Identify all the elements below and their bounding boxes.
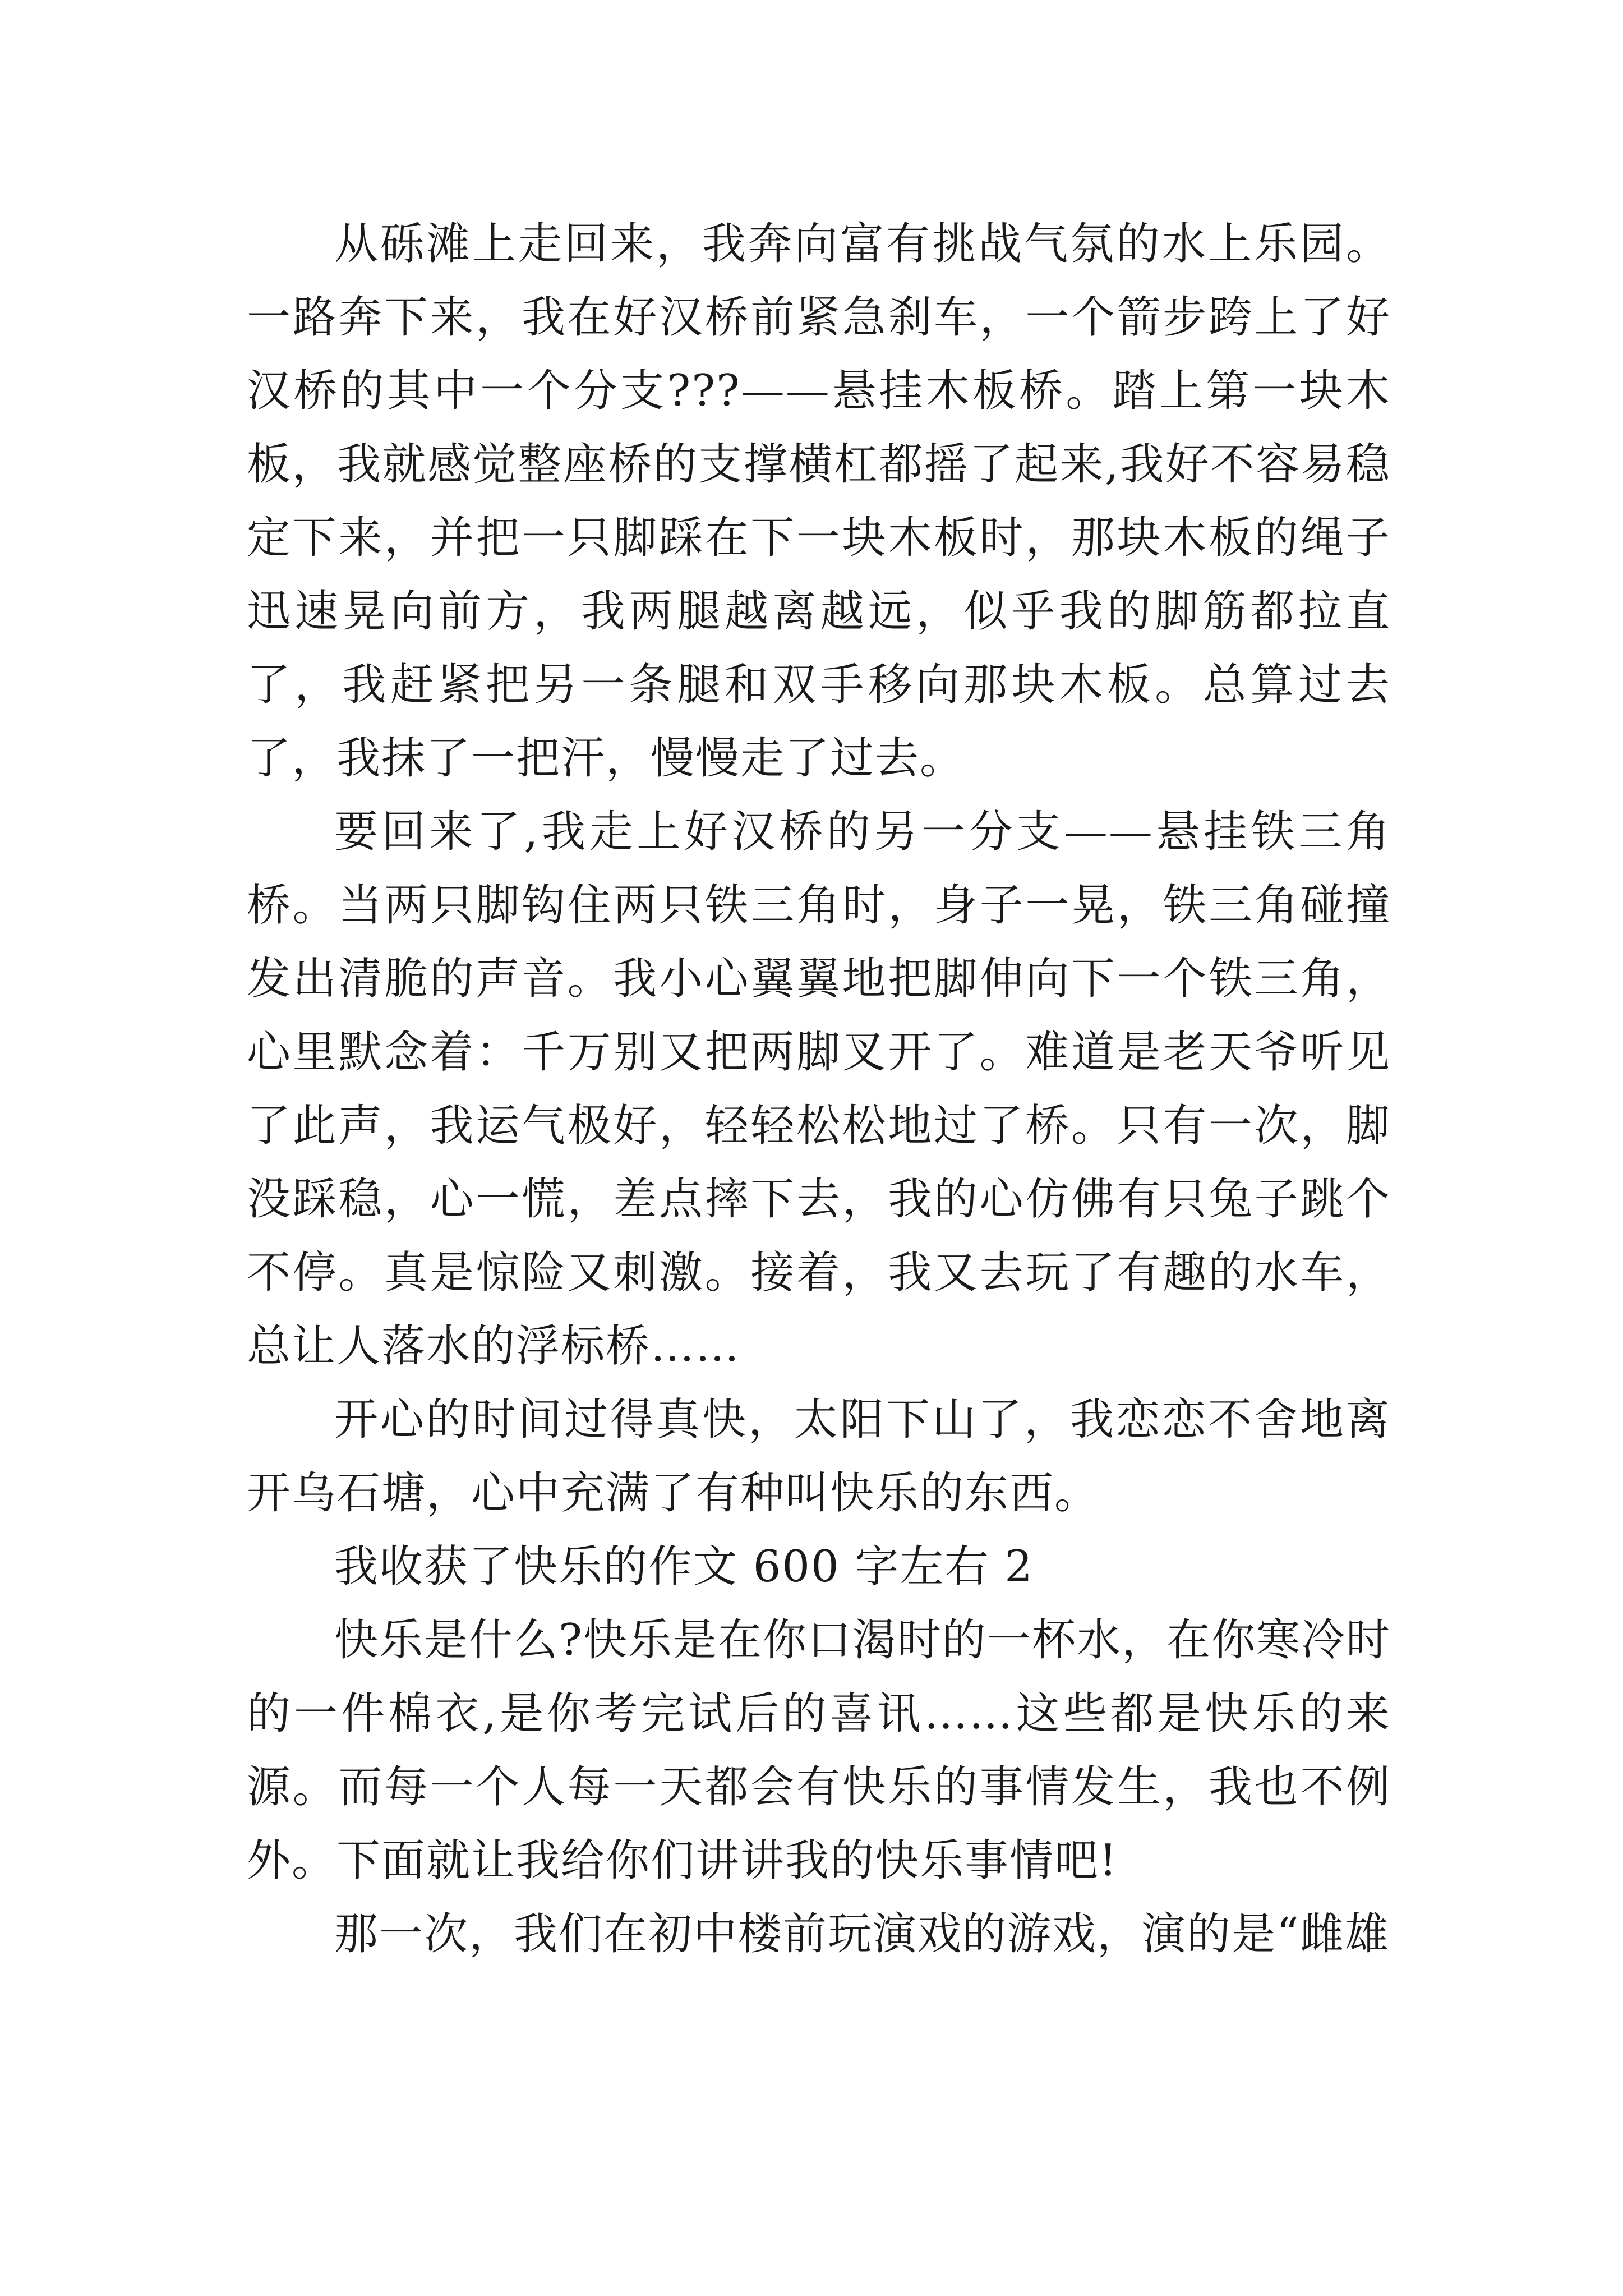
paragraph: 那一次，我们在初中楼前玩演戏的游戏，演的是“雌雄 [334, 1909, 1390, 1959]
paragraph: 快乐是什么?快乐是在你口渴时的一杯水，在你寒冷时的一件棉衣,是你考完试后的喜讯……这些都是快乐的来源。而每一个人每一天都会有快乐的事情发生，我也不例外。下面就让我给你们讲讲我的快乐事情吧! [247, 1615, 1391, 1886]
paragraph: 开心的时间过得真快，太阳下山了，我恋恋不舍地离开乌石塘，心中充满了有种叫快乐的东西。 [247, 1395, 1391, 1519]
paragraph: 从砾滩上走回来，我奔向富有挑战气氛的水上乐园。一路奔下来，我在好汉桥前紧急刹车，一个箭步跨上了好汉桥的其中一个分支???——悬挂木板桥。踏上第一块木板，我就感觉整座桥的支撑横杠都摇了起来,我好不容易稳定下来，并把一只脚踩在下一块木板时，那块木板的绳子迅速晃向前方，我两腿越离越远，似乎我的脚筋都拉直了，我赶紧把另一条腿和双手移向那块木板。总算过去了，我抹了一把汗，慢慢走了过去。 [247, 219, 1391, 784]
paragraph: 要回来了,我走上好汉桥的另一分支——悬挂铁三角桥。当两只脚钩住两只铁三角时，身子一晃，铁三角碰撞发出清脆的声音。我小心翼翼地把脚伸向下一个铁三角，心里默念着：千万别又把两脚叉开了。难道是老天爷听见了此声，我运气极好，轻轻松松地过了桥。只有一次，脚没踩稳，心一慌，差点摔下去，我的心仿佛有只兔子跳个不停。真是惊险又刺激。接着，我又去玩了有趣的水车，总让人落水的浮标桥…… [247, 807, 1391, 1372]
section-title: 我收获了快乐的作文 600 字左右 2 [334, 1542, 1034, 1592]
document-body [247, 208, 1391, 1971]
